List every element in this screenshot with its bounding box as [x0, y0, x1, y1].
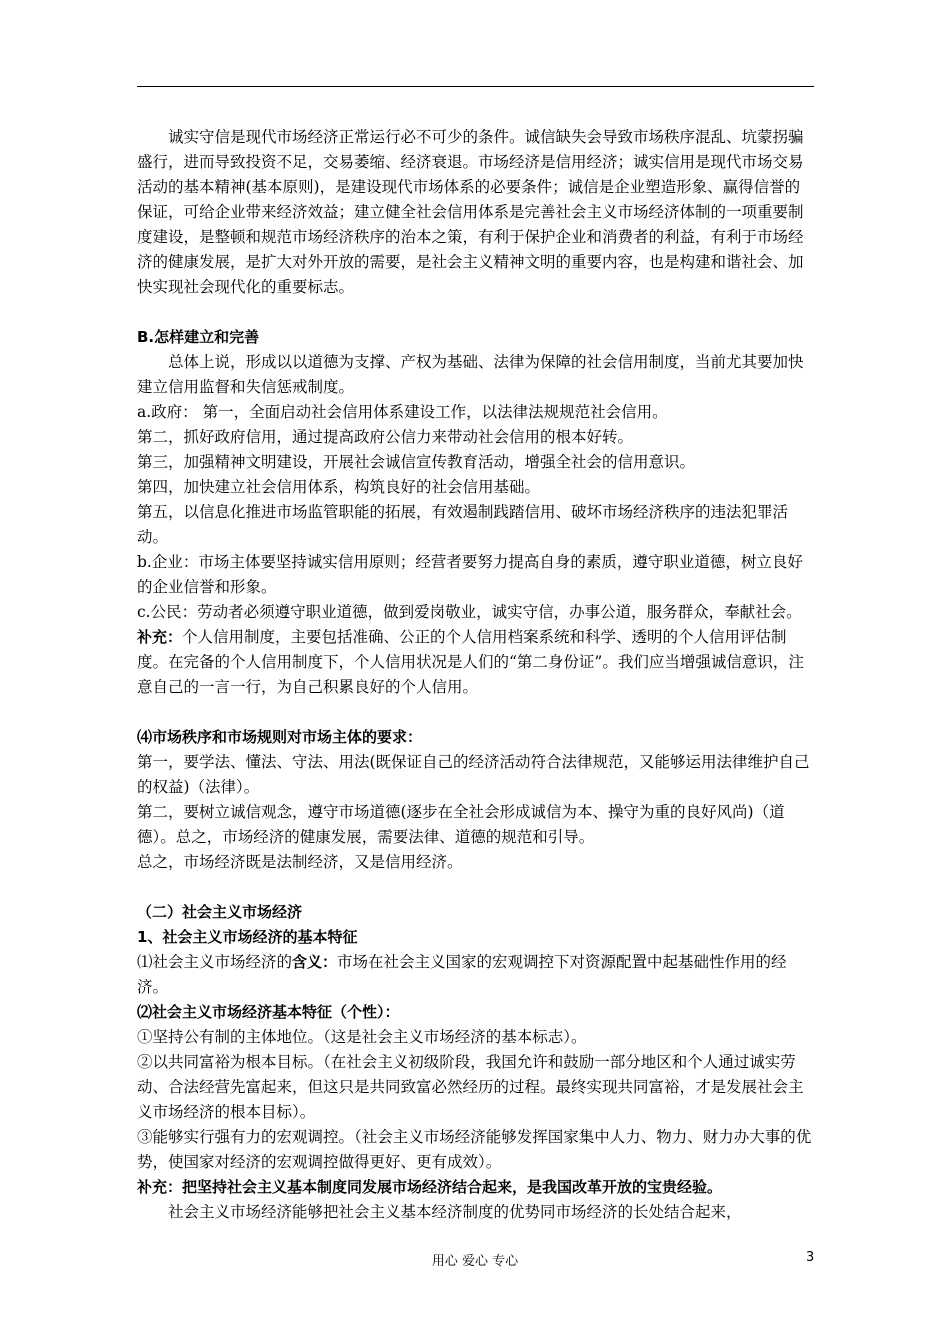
- paragraph: c.公民：劳动者必须遵守职业道德，做到爱岗敬业，诚实守信，办事公道，服务群众，奉献社会。: [137, 603, 802, 621]
- paragraph: 第三，加强精神文明建设，开展社会诚信宣传教育活动，增强全社会的信用意识。: [137, 453, 696, 471]
- paragraph: 第二，要树立诚信观念，遵守市场道德(逐步在全社会形成诚信为本、操守为重的良好风尚)（道德）。总之，市场经济的健康发展，需要法律、道德的规范和引导。: [137, 803, 785, 846]
- document-body: [137, 125, 814, 1225]
- supplement-text: 个人信用制度，主要包括准确、公正的个人信用档案系统和科学、透明的个人信用评估制度。在完备的个人信用制度下，个人信用状况是人们的“第二身份证”。我们应当增强诚信意识，注意自己的一言一行，为自己积累良好的个人信用。: [137, 628, 804, 696]
- paragraph: 第二，抓好政府信用，通过提高政府公信力来带动社会信用的根本好转。: [137, 428, 634, 446]
- supplement-label: 补充：: [137, 628, 183, 646]
- paragraph: 总体上说，形成以以道德为支撑、产权为基础、法律为保障的社会信用制度，当前尤其要加快建立信用监督和失信惩戒制度。: [137, 353, 804, 396]
- section-heading: ⑷市场秩序和市场规则对市场主体的要求：: [137, 728, 423, 746]
- paragraph: a.政府： 第一，全面启动社会信用体系建设工作，以法律法规规范社会信用。: [137, 403, 668, 421]
- page-number: 3: [806, 1250, 815, 1265]
- paragraph: ①坚持公有制的主体地位。（这是社会主义市场经济的基本标志）。: [137, 1028, 587, 1046]
- section-heading: 1、社会主义市场经济的基本特征: [137, 928, 358, 946]
- paragraph: 总之，市场经济既是法制经济，又是信用经济。: [137, 853, 463, 871]
- paragraph: 第四，加快建立社会信用体系，构筑良好的社会信用基础。: [137, 478, 541, 496]
- section-heading: B.怎样建立和完善: [137, 328, 260, 346]
- paragraph: ②以共同富裕为根本目标。（在社会主义初级阶段，我国允许和鼓励一部分地区和个人通过诚实劳动、合法经营先富起来，但这只是共同致富必然经历的过程。最终实现共同富裕，才是发展社会主义市场经济的根本目标）。: [137, 1053, 804, 1121]
- header-rule: [137, 86, 814, 87]
- paragraph: 诚实守信是现代市场经济正常运行必不可少的条件。诚信缺失会导致市场秩序混乱、坑蒙拐骗盛行，进而导致投资不足，交易萎缩、经济衰退。市场经济是信用经济；诚实信用是现代市场交易活动的基本精神(基本原则)，是建设现代市场体系的必要条件；诚信是企业塑造形象、赢得信誉的保证，可给企业带来经济效益；建立健全社会信用体系是完善社会主义市场经济体制的一项重要制度建设，是整顿和规范市场经济秩序的治本之策，有利于保护企业和消费者的利益，有利于市场经济的健康发展，是扩大对外开放的需要，是社会主义精神文明的重要内容，也是构建和谐社会、加快实现社会现代化的重要标志。: [137, 128, 804, 296]
- paragraph: [137, 625, 814, 700]
- section-heading: （二）社会主义市场经济: [137, 903, 303, 921]
- paragraph: 社会主义市场经济能够把社会主义基本经济制度的优势同市场经济的长处结合起来，: [168, 1203, 742, 1221]
- section-heading: ⑵社会主义市场经济基本特征（个性）：: [137, 1003, 400, 1021]
- paragraph: [137, 950, 814, 1000]
- definition-prefix: ⑴社会主义市场经济的: [137, 953, 293, 971]
- paragraph: 第一，要学法、懂法、守法、用法(既保证自己的经济活动符合法律规范，又能够运用法律维护自己的权益)（法律）。: [137, 753, 810, 796]
- paragraph: 第五，以信息化推进市场监管职能的拓展，有效遏制践踏信用、破坏市场经济秩序的违法犯罪活动。: [137, 503, 789, 546]
- definition-label: 含义：: [292, 953, 338, 971]
- paragraph: b.企业：市场主体要坚持诚实信用原则；经营者要努力提高自身的素质，遵守职业道德，树立良好的企业信誉和形象。: [137, 553, 803, 596]
- supplement-heading: 补充：把坚持社会主义基本制度同发展市场经济结合起来，是我国改革开放的宝贵经验。: [137, 1178, 723, 1196]
- footer-text: 用心 爱心 专心: [431, 1254, 519, 1269]
- paragraph: ③能够实行强有力的宏观调控。（社会主义市场经济能够发挥国家集中人力、物力、财力办大事的优势，使国家对经济的宏观调控做得更好、更有成效）。: [137, 1128, 812, 1171]
- definition-text: 市场在社会主义国家的宏观调控下对资源配置中起基础性作用的经济。: [137, 953, 787, 996]
